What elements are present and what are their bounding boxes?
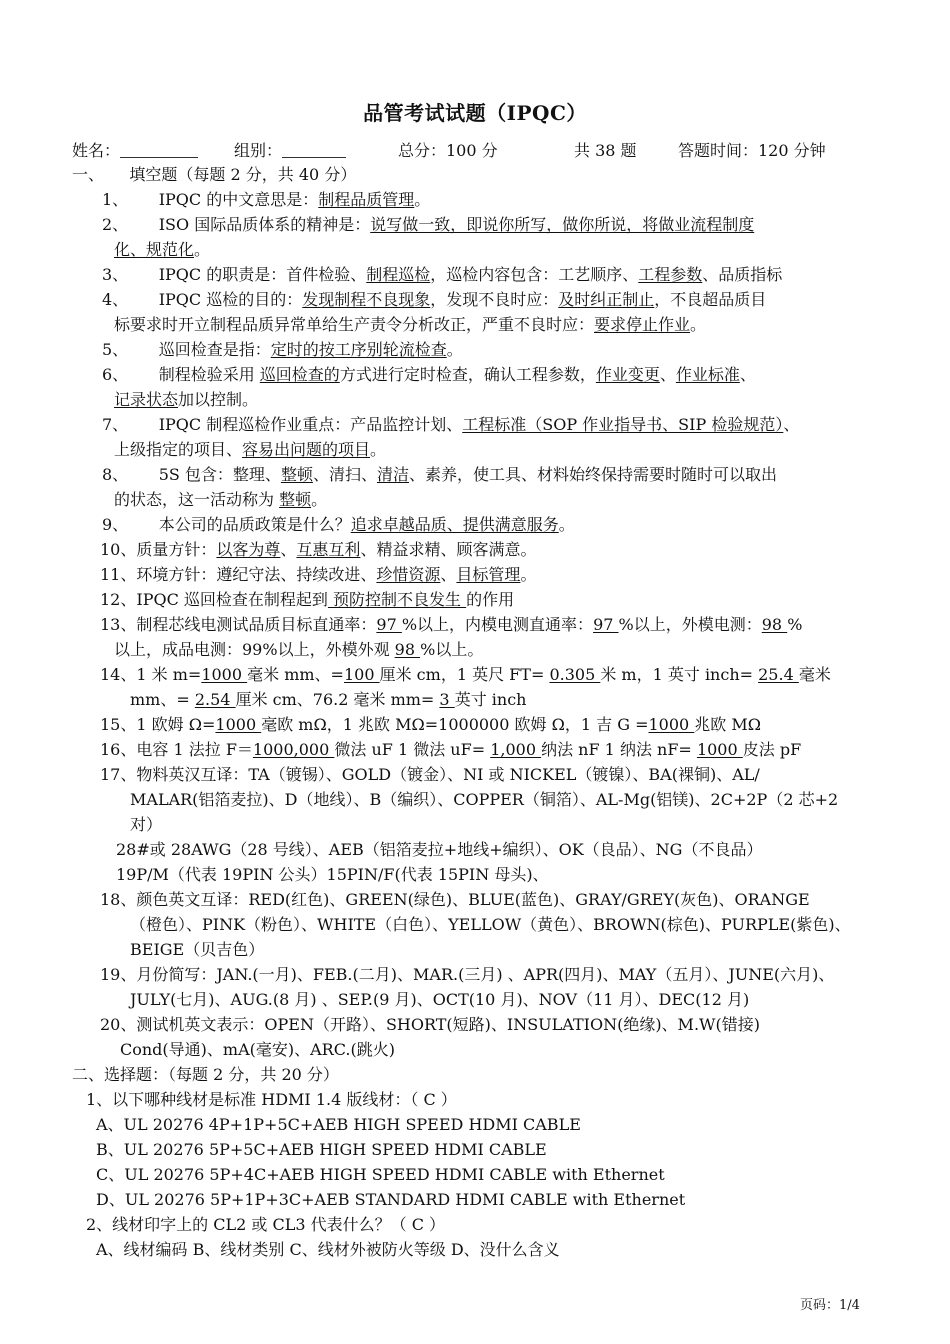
question-11: 11、环境方针：遵纪守法、持续改进、珍惜资源、目标管理。 [100, 565, 537, 584]
question-17-line2: MALAR(铝箔麦拉)、D（地线）、B（编织）、COPPER（铜箔）、AL-Mg(铝镁)、2C+2P（2 芯+2 [130, 790, 839, 809]
answer: 工程标准（SOP 作业指导书、SIP 检验规范） [462, 415, 784, 434]
question-20: 20、测试机英文表示：OPEN（开路）、SHORT(短路)、INSULATION(绝缘)、M.W(错接) [100, 1015, 760, 1034]
question-4: 4、 IPQC 巡检的目的：发现制程不良现象，发现不良时应：及时纠正制止，不良超品质目 [102, 290, 767, 309]
question-3: 3、 IPQC 的职责是：首件检验、制程巡检，巡检内容包含：工艺顺序、工程参数、品质指标 [102, 265, 783, 284]
page-number: 页码：1/4 [800, 1298, 860, 1313]
answer: 1000 [648, 715, 695, 734]
answer: 预防控制不良发生 [327, 590, 467, 609]
question-7-cont: 上级指定的项目、容易出问题的项目。 [114, 440, 387, 459]
mc-question-2-options: A、线材编码 B、线材类别 C、线材外被防火等级 D、没什么含义 [96, 1240, 560, 1259]
question-17-line4: 28#或 28AWG（28 号线）、AEB（铝箔麦拉+地线+编织）、OK（良品）、NG（不良品） [116, 840, 763, 859]
answer: 制程品质管理 [318, 190, 415, 209]
answer: 25.4 [758, 665, 799, 684]
answer: 清洁 [376, 465, 409, 484]
section1-title: 一、 填空题（每题 2 分，共 40 分） [72, 165, 357, 184]
answer: 记录状态 [114, 390, 179, 409]
answer: 巡回检查的 [259, 365, 340, 384]
question-16: 16、电容 1 法拉 F＝1000,000 微法 uF 1 微法 uF= 1,000 纳法 nF 1 纳法 nF= 1000 皮法 pF [100, 740, 802, 759]
time-limit: 答题时间：120 分钟 [678, 141, 826, 160]
question-5: 5、 巡回检查是指：定时的按工序别轮流检查。 [102, 340, 463, 359]
answer: 整顿 [280, 465, 313, 484]
mc-question-2: 2、线材印字上的 CL2 或 CL3 代表什么？（ C ） [86, 1215, 446, 1234]
answer: 97 [376, 615, 402, 634]
name-blank [120, 141, 198, 158]
answer: 2.54 [194, 690, 236, 709]
exam-header [72, 138, 872, 162]
question-17-line3: 对） [130, 815, 163, 834]
answer: 1,000 [490, 740, 542, 759]
question-19: 19、月份简写：JAN.(一月)、FEB.(二月)、MAR.(三月) 、APR(四月)、MAY（五月）、JUNE(六月)、 [100, 965, 835, 984]
answer: 整顿 [279, 490, 312, 509]
question-7: 7、 IPQC 制程巡检作业重点：产品监控计划、工程标准（SOP 作业指导书、SIP 检验规范）、 [102, 415, 800, 434]
answer: 1000 [201, 665, 248, 684]
question-19-line2: JULY(七月)、AUG.(8 月) 、SEP.(9 月)、OCT(10 月)、NOV（11 月）、DEC(12 月) [130, 990, 750, 1009]
answer: 及时纠正制止 [558, 290, 655, 309]
question-18-line3: BEIGE（贝吉色） [130, 940, 265, 959]
question-6: 6、 制程检验采用 巡回检查的方式进行定时检查，确认工程参数，作业变更、作业标准、 [102, 365, 756, 384]
section2-title: 二、选择题：（每题 2 分，共 20 分） [72, 1065, 339, 1084]
question-8-cont: 的状态，这一活动称为 整顿。 [114, 490, 328, 509]
answer: 互惠互利 [296, 540, 361, 559]
question-15: 15、1 欧姆 Ω=1000 毫欧 mΩ，1 兆欧 MΩ=1000000 欧姆 Ω，1 吉 G =1000 兆欧 MΩ [100, 715, 762, 734]
total-score: 总分：100 分 [398, 141, 498, 160]
answer: 100 [343, 665, 380, 684]
question-8: 8、 5S 包含：整理、整顿、清扫、清洁、素养，使工具、材料始终保持需要时随时可以取出 [102, 465, 777, 484]
answer: 化、规范化 [114, 240, 195, 259]
answer: 发现制程不良现象 [302, 290, 431, 309]
answer: 定时的按工序别轮流检查 [270, 340, 447, 359]
exam-content [72, 162, 867, 1262]
answer: 98 [761, 615, 788, 634]
answer: 1000,000 [252, 740, 335, 759]
answer: 容易出问题的项目 [242, 440, 371, 459]
answer: 追求卓越品质、提供满意服务 [350, 515, 559, 534]
answer: 97 [593, 615, 619, 634]
answer: 珍惜资源 [376, 565, 441, 584]
question-17: 17、物料英汉互译：TA（镀锡）、GOLD（镀金）、NI 或 NICKEL（镀镍）、BA(裸铜)、AL/ [100, 765, 760, 784]
question-count: 共 38 题 [574, 141, 637, 160]
question-4-cont: 标要求时开立制程品质异常单给生产责令分析改正，严重不良时应：要求停止作业。 [114, 315, 707, 334]
group-blank [282, 141, 346, 158]
question-20-line2: Cond(导通)、mA(毫安)、ARC.(跳火) [120, 1040, 395, 1059]
answer: 以客为尊 [216, 540, 281, 559]
question-1: 1、 IPQC 的中文意思是：制程品质管理。 [102, 190, 431, 209]
answer: 0.305 [549, 665, 601, 684]
mc-option-b: B、UL 20276 5P+5C+AEB HIGH SPEED HDMI CABLE [96, 1140, 547, 1159]
question-13: 13、制程芯线电测试品质目标直通率：97 %以上，内模电测直通率：97 %以上，外模电测：98 % [100, 615, 803, 634]
question-14-cont: mm、= 2.54 厘米 cm、76.2 毫米 mm= 3 英寸 inch [130, 690, 527, 709]
answer: 3 [439, 690, 455, 709]
answer: 说写做一致，即说你所写，做你所说，将做业流程制度 [370, 215, 755, 234]
answer: 目标管理 [456, 565, 521, 584]
page-title: 品管考试试题（IPQC） [363, 101, 587, 125]
question-2: 2、 ISO 国际品质体系的精神是：说写做一致，即说你所写，做你所说，将做业流程制度 [102, 215, 755, 234]
mc-option-c: C、UL 20276 5P+4C+AEB HIGH SPEED HDMI CABLE with Ethernet [96, 1165, 665, 1184]
question-10: 10、质量方针：以客为尊、互惠互利、精益求精、顾客满意。 [100, 540, 537, 559]
mc-question-1: 1、以下哪种线材是标准 HDMI 1.4 版线材：（ C ） [86, 1090, 457, 1109]
group-label: 组别： [234, 138, 346, 161]
question-2-cont: 化、规范化。 [114, 240, 211, 259]
answer: 工程参数 [638, 265, 703, 284]
answer: 作业变更 [595, 365, 660, 384]
answer: 要求停止作业 [594, 315, 691, 334]
answer: 98 [394, 640, 421, 659]
question-13-cont: 以上，成品电测：99%以上，外模外观 98 %以上。 [114, 640, 484, 659]
question-6-cont: 记录状态加以控制。 [114, 390, 259, 409]
question-14: 14、1 米 m=1000 毫米 mm、=100 厘米 cm，1 英尺 FT= 0.305 米 m，1 英寸 inch= 25.4 毫米 [100, 665, 831, 684]
answer: 1000 [215, 715, 262, 734]
question-9: 9、 本公司的品质政策是什么？追求卓越品质、提供满意服务。 [102, 515, 575, 534]
answer: 1000 [696, 740, 743, 759]
answer: 制程巡检 [366, 265, 431, 284]
question-18-line2: （橙色）、PINK（粉色）、WHITE（白色）、YELLOW（黄色）、BROWN(棕色)、PURPLE(紫色)、 [130, 915, 851, 934]
mc-option-d: D、UL 20276 5P+1P+3C+AEB STANDARD HDMI CABLE with Ethernet [96, 1190, 686, 1209]
question-18: 18、颜色英文互译：RED(红色)、GREEN(绿色)、BLUE(蓝色)、GRAY/GREY(灰色)、ORANGE [100, 890, 810, 909]
question-12: 12、IPQC 巡回检查在制程起到 预防控制不良发生 的作用 [100, 590, 515, 609]
question-17-line5: 19P/M（代表 19PIN 公头）15PIN/F(代表 15PIN 母头)、 [116, 865, 549, 884]
mc-option-a: A、UL 20276 4P+1P+5C+AEB HIGH SPEED HDMI CABLE [96, 1115, 581, 1134]
answer: 作业标准 [675, 365, 740, 384]
name-label: 姓名： [72, 138, 198, 161]
